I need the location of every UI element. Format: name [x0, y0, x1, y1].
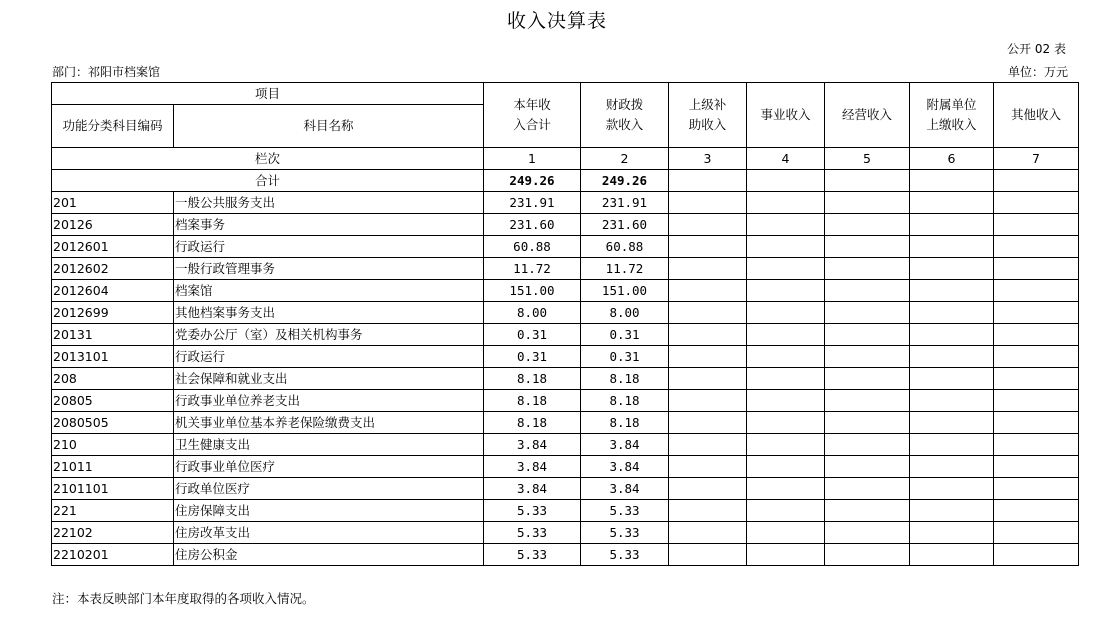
empty-cell	[669, 170, 747, 192]
empty-cell	[994, 170, 1079, 192]
empty-cell	[994, 346, 1079, 368]
table-row	[52, 544, 1079, 566]
total-label: 合计	[52, 170, 484, 192]
empty-cell	[994, 192, 1079, 214]
empty-cell	[747, 478, 825, 500]
row-code: 20131	[52, 324, 174, 346]
row-code: 221	[52, 500, 174, 522]
row-code: 2012601	[52, 236, 174, 258]
unit-label: 单位：万元	[1007, 65, 1068, 79]
row-name: 行政事业单位养老支出	[174, 390, 484, 412]
header-subject-name: 科目名称	[174, 105, 484, 148]
empty-cell	[994, 236, 1079, 258]
empty-cell	[910, 434, 994, 456]
empty-cell	[994, 478, 1079, 500]
table-row	[52, 500, 1079, 522]
empty-cell	[910, 346, 994, 368]
col-number: 3	[669, 148, 747, 170]
row-total-income: 5.33	[484, 544, 581, 566]
empty-cell	[747, 412, 825, 434]
empty-cell	[747, 192, 825, 214]
empty-cell	[825, 346, 910, 368]
empty-cell	[910, 500, 994, 522]
empty-cell	[747, 368, 825, 390]
empty-cell	[994, 258, 1079, 280]
empty-cell	[669, 456, 747, 478]
row-name: 行政运行	[174, 236, 484, 258]
empty-cell	[825, 324, 910, 346]
row-name: 其他档案事务支出	[174, 302, 484, 324]
row-code: 2012602	[52, 258, 174, 280]
header-col3: 上级补 助收入	[669, 83, 747, 148]
row-fiscal-income: 231.91	[581, 192, 669, 214]
total-value-2: 249.26	[581, 170, 669, 192]
row-total-income: 3.84	[484, 478, 581, 500]
empty-cell	[825, 258, 910, 280]
table-row	[52, 456, 1079, 478]
total-value-1: 249.26	[484, 170, 581, 192]
row-total-income: 8.18	[484, 412, 581, 434]
row-code: 2012699	[52, 302, 174, 324]
row-code: 2101101	[52, 478, 174, 500]
table-row	[52, 522, 1079, 544]
empty-cell	[669, 236, 747, 258]
empty-cell	[910, 456, 994, 478]
empty-cell	[910, 544, 994, 566]
row-name: 住房改革支出	[174, 522, 484, 544]
empty-cell	[825, 456, 910, 478]
empty-cell	[994, 500, 1079, 522]
report-title: 收入决算表	[506, 10, 607, 32]
row-name: 党委办公厅（室）及相关机构事务	[174, 324, 484, 346]
row-fiscal-income: 5.33	[581, 544, 669, 566]
empty-cell	[669, 434, 747, 456]
row-code: 21011	[52, 456, 174, 478]
empty-cell	[910, 280, 994, 302]
row-label: 栏次	[52, 148, 484, 170]
table-row	[52, 390, 1079, 412]
empty-cell	[825, 478, 910, 500]
empty-cell	[825, 368, 910, 390]
col-number: 5	[825, 148, 910, 170]
empty-cell	[669, 302, 747, 324]
empty-cell	[910, 236, 994, 258]
empty-cell	[747, 456, 825, 478]
empty-cell	[669, 390, 747, 412]
footnote: 注：本表反映部门本年度取得的各项收入情况。	[52, 591, 315, 606]
row-total-income: 3.84	[484, 434, 581, 456]
row-fiscal-income: 3.84	[581, 478, 669, 500]
header-col4: 事业收入	[747, 83, 825, 148]
empty-cell	[669, 544, 747, 566]
col-number: 4	[747, 148, 825, 170]
row-total-income: 231.60	[484, 214, 581, 236]
table-row	[52, 236, 1079, 258]
empty-cell	[910, 214, 994, 236]
empty-cell	[669, 412, 747, 434]
header-item: 项目	[52, 83, 484, 105]
empty-cell	[825, 280, 910, 302]
empty-cell	[825, 170, 910, 192]
table-row	[52, 192, 1079, 214]
row-name: 行政单位医疗	[174, 478, 484, 500]
row-fiscal-income: 5.33	[581, 522, 669, 544]
row-fiscal-income: 8.18	[581, 368, 669, 390]
empty-cell	[747, 258, 825, 280]
row-name: 住房保障支出	[174, 500, 484, 522]
empty-cell	[825, 412, 910, 434]
empty-cell	[747, 324, 825, 346]
empty-cell	[747, 500, 825, 522]
empty-cell	[825, 302, 910, 324]
empty-cell	[910, 302, 994, 324]
row-total-income: 0.31	[484, 346, 581, 368]
empty-cell	[994, 214, 1079, 236]
empty-cell	[994, 390, 1079, 412]
row-fiscal-income: 231.60	[581, 214, 669, 236]
empty-cell	[747, 214, 825, 236]
department-label: 部门：祁阳市档案馆	[52, 65, 161, 79]
row-fiscal-income: 8.18	[581, 412, 669, 434]
row-fiscal-income: 60.88	[581, 236, 669, 258]
col-number: 1	[484, 148, 581, 170]
empty-cell	[747, 302, 825, 324]
row-total-income: 0.31	[484, 324, 581, 346]
empty-cell	[910, 258, 994, 280]
header-col2: 财政拨 款收入	[581, 83, 669, 148]
empty-cell	[994, 544, 1079, 566]
row-code: 2210201	[52, 544, 174, 566]
empty-cell	[669, 346, 747, 368]
empty-cell	[747, 170, 825, 192]
row-total-income: 5.33	[484, 522, 581, 544]
empty-cell	[910, 324, 994, 346]
empty-cell	[994, 434, 1079, 456]
row-code: 210	[52, 434, 174, 456]
row-fiscal-income: 0.31	[581, 324, 669, 346]
row-name: 卫生健康支出	[174, 434, 484, 456]
header-col5: 经营收入	[825, 83, 910, 148]
row-total-income: 60.88	[484, 236, 581, 258]
empty-cell	[747, 236, 825, 258]
header-col7: 其他收入	[994, 83, 1079, 148]
row-total-income: 3.84	[484, 456, 581, 478]
empty-cell	[994, 280, 1079, 302]
empty-cell	[994, 368, 1079, 390]
empty-cell	[910, 478, 994, 500]
row-fiscal-income: 151.00	[581, 280, 669, 302]
row-name: 住房公积金	[174, 544, 484, 566]
row-total-income: 5.33	[484, 500, 581, 522]
row-total-income: 8.18	[484, 390, 581, 412]
empty-cell	[669, 478, 747, 500]
row-code: 20126	[52, 214, 174, 236]
row-fiscal-income: 3.84	[581, 434, 669, 456]
empty-cell	[825, 214, 910, 236]
header-func-code: 功能分类科目编码	[52, 105, 174, 148]
table-row	[52, 258, 1079, 280]
row-code: 201	[52, 192, 174, 214]
empty-cell	[669, 192, 747, 214]
row-total-income: 8.18	[484, 368, 581, 390]
empty-cell	[910, 412, 994, 434]
report-code: 公开 02 表	[1007, 42, 1066, 56]
empty-cell	[994, 456, 1079, 478]
row-total-income: 11.72	[484, 258, 581, 280]
row-name: 档案事务	[174, 214, 484, 236]
row-name: 行政运行	[174, 346, 484, 368]
col-number: 6	[910, 148, 994, 170]
empty-cell	[669, 324, 747, 346]
empty-cell	[669, 522, 747, 544]
col-number: 2	[581, 148, 669, 170]
table-row	[52, 434, 1079, 456]
row-code: 208	[52, 368, 174, 390]
row-name: 机关事业单位基本养老保险缴费支出	[174, 412, 484, 434]
empty-cell	[669, 214, 747, 236]
empty-cell	[747, 522, 825, 544]
empty-cell	[825, 390, 910, 412]
row-fiscal-income: 3.84	[581, 456, 669, 478]
row-name: 社会保障和就业支出	[174, 368, 484, 390]
empty-cell	[910, 368, 994, 390]
income-table	[51, 82, 1079, 566]
row-fiscal-income: 8.00	[581, 302, 669, 324]
row-code: 20805	[52, 390, 174, 412]
empty-cell	[669, 368, 747, 390]
empty-cell	[669, 258, 747, 280]
empty-cell	[910, 522, 994, 544]
row-total-income: 151.00	[484, 280, 581, 302]
empty-cell	[825, 544, 910, 566]
row-total-income: 8.00	[484, 302, 581, 324]
header-col6: 附属单位 上缴收入	[910, 83, 994, 148]
empty-cell	[825, 500, 910, 522]
empty-cell	[910, 390, 994, 412]
empty-cell	[669, 280, 747, 302]
row-fiscal-income: 11.72	[581, 258, 669, 280]
empty-cell	[994, 302, 1079, 324]
empty-cell	[747, 544, 825, 566]
table-row	[52, 478, 1079, 500]
table-row	[52, 280, 1079, 302]
header-col1: 本年收 入合计	[484, 83, 581, 148]
row-name: 档案馆	[174, 280, 484, 302]
row-name: 一般行政管理事务	[174, 258, 484, 280]
row-fiscal-income: 8.18	[581, 390, 669, 412]
table-row	[52, 346, 1079, 368]
empty-cell	[825, 522, 910, 544]
row-fiscal-income: 0.31	[581, 346, 669, 368]
table-row	[52, 368, 1079, 390]
row-name: 一般公共服务支出	[174, 192, 484, 214]
empty-cell	[669, 500, 747, 522]
row-code: 22102	[52, 522, 174, 544]
row-code: 2013101	[52, 346, 174, 368]
table-row	[52, 302, 1079, 324]
row-code: 2080505	[52, 412, 174, 434]
empty-cell	[994, 522, 1079, 544]
table-row	[52, 324, 1079, 346]
empty-cell	[747, 346, 825, 368]
empty-cell	[910, 170, 994, 192]
row-total-income: 231.91	[484, 192, 581, 214]
table-row	[52, 214, 1079, 236]
row-fiscal-income: 5.33	[581, 500, 669, 522]
empty-cell	[747, 434, 825, 456]
row-code: 2012604	[52, 280, 174, 302]
empty-cell	[747, 390, 825, 412]
row-name: 行政事业单位医疗	[174, 456, 484, 478]
empty-cell	[994, 324, 1079, 346]
col-number: 7	[994, 148, 1079, 170]
total-row	[52, 170, 1079, 192]
empty-cell	[747, 280, 825, 302]
empty-cell	[825, 236, 910, 258]
empty-cell	[825, 192, 910, 214]
empty-cell	[994, 412, 1079, 434]
table-row	[52, 412, 1079, 434]
empty-cell	[910, 192, 994, 214]
empty-cell	[825, 434, 910, 456]
